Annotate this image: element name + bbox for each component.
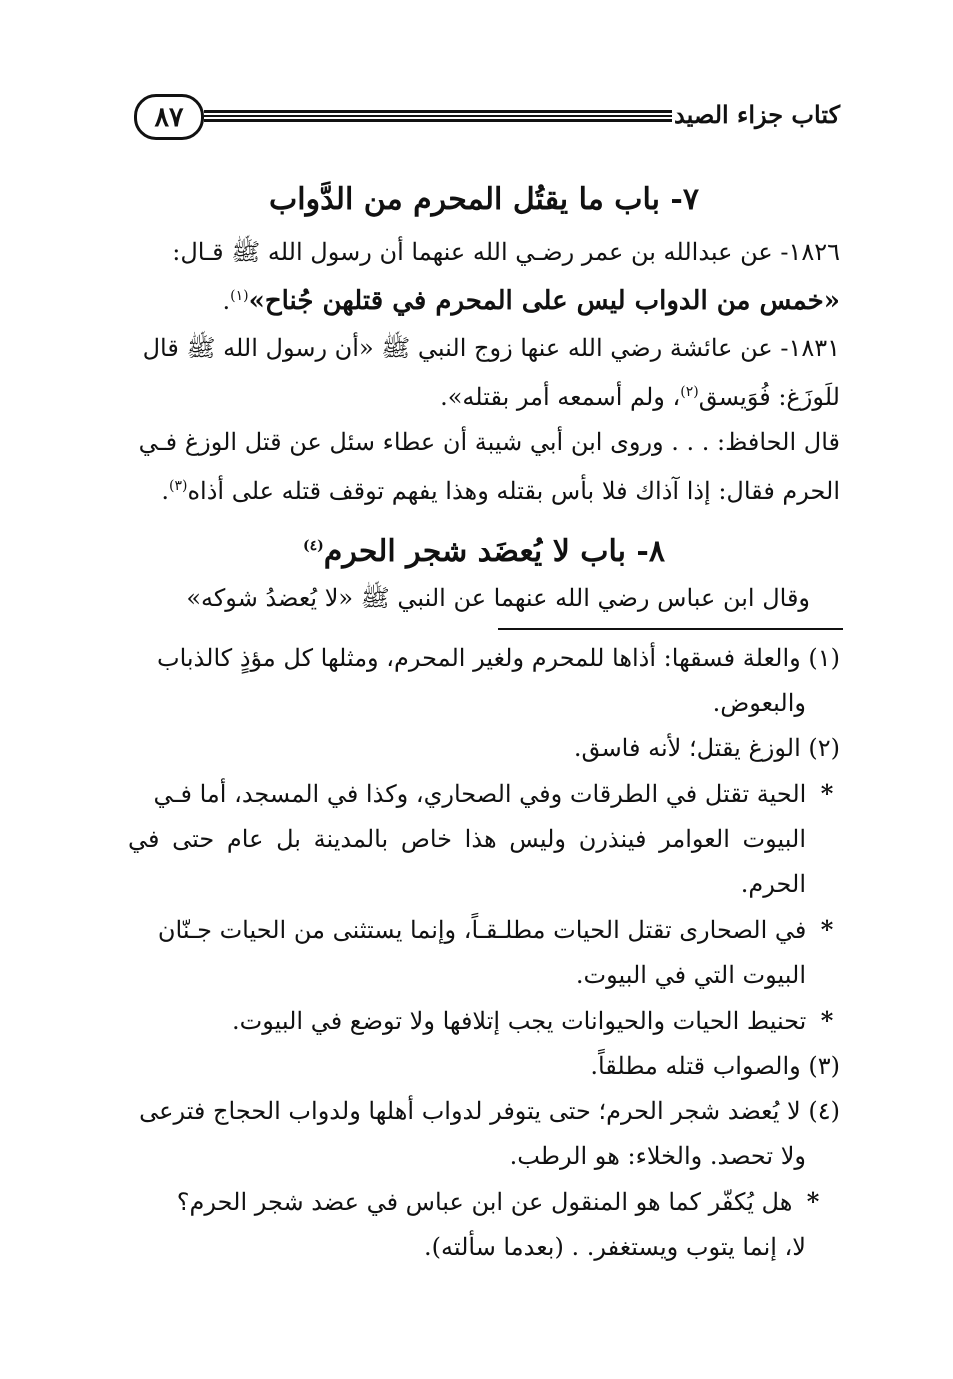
star-marker: * [806,1187,820,1216]
page-number: ٨٧ [134,94,204,140]
note-2-text: في الصحارى تقتل الحيات مطلـقـاً، وإنما يستثنى من الحيات جـنّان [157,916,807,944]
footnote-1-line2: والبعوض. [712,689,806,717]
note-1-text: الحية تقتل في الطرقات وفي الصحاري، وكذا في المسجد، أما فـي [153,780,807,808]
book-title: كتاب جزاء الصيد [674,100,840,129]
hadith-1831-line1: ١٨٣١- عن عائشة رضي الله عنها زوج النبي ﷺ «أن رسول الله ﷺ قال [142,334,840,362]
footnote-ref-4: (٤) [302,538,324,554]
note-3 [128,998,840,1044]
hadith-1831-line2 [128,370,840,419]
note-4-line1 [128,1179,840,1225]
header-rule [204,110,672,122]
hadith-1826 [128,230,840,323]
footnote-2: (٢) الوزغ يقتل؛ لأنه فاسق. [573,734,840,762]
section-7-heading: ٧- باب ما يقتُل المحرم من الدَّواب [269,182,699,217]
note-1-line2: البيوت العوامر فينذرن وليس هذا خاص بالمدينة بل عام حتى في الحرم. [128,825,806,898]
footnote-separator [498,628,843,630]
section-8-text: وقال ابن عباس رضي الله عنهما عن النبي ﷺ «لا يُعضدُ شوكه» [186,584,810,612]
section-8 [128,522,840,576]
hafiz-line2 [128,464,840,513]
note-2-line2: البيوت التي في البيوت. [575,961,806,989]
hadith-1831-text-a: للَوزَغ: فُوَيسق [698,383,840,411]
footnote-1-line1: (١) والعلة فسقها: أذاها للمحرم ولغير المحرم، ومثلها كل مؤذٍ كالذباب [156,644,840,672]
note-4-text: هل يُكفّر كما هو المنقول عن ابن عباس في عضد شجر الحرم؟ [176,1188,793,1216]
note-1-line1 [128,771,840,817]
section-8-heading [128,522,840,576]
footnote-ref-2: (٢) [680,384,699,400]
note-2-line1 [128,907,840,953]
hadith-1831-text-b: ، ولم أسمعه أمر بقتله». [440,383,681,411]
footnote-3: (٣) والصواب قتله مطلقاً. [590,1052,840,1080]
footnote-ref-3: (٣) [169,478,188,494]
note-3-text: تحنيط الحيات والحيوانات يجب إتلافها ولا توضع في البيوت. [231,1007,807,1035]
footnotes [128,636,840,1270]
section-8-heading-text: ٨- باب لا يُعضَد شجر الحرم [323,534,666,569]
hafiz-text-b: . [161,477,170,505]
footnote-4-line2: ولا تحصد. والخلاء: هو الرطب. [509,1142,806,1170]
footnote-4-line1: (٤) لا يُعضد شجر الحرم؛ حتى يتوفر لدواب أهلها ولدواب الحجاج فترعى [139,1097,840,1125]
hadith-1826-line2 [128,274,840,323]
note-4-line2: لا، إنما يتوب ويستغفر. . (بعدما سألته). [423,1233,806,1261]
hadith-1831 [128,326,840,419]
hafiz-line1: قال الحافظ: . . . وروى ابن أبي شيبة أن عطاء سئل عن قتل الوزغ فـي [138,428,840,456]
footnote-ref-1: (١) [230,288,249,304]
hafiz-note [128,420,840,513]
star-marker: * [820,915,834,944]
hadith-1826-line1: ١٨٢٦- عن عبدالله بن عمر رضـي الله عنهما أن رسول الله ﷺ قـال: [172,238,840,266]
star-marker: * [820,1006,834,1035]
section-8-text-block [128,576,840,620]
star-marker: * [820,779,834,808]
hafiz-text-a: الحرم فقال: إذا آذاك فلا بأس بقتله وهذا يفهم توقف قتله على أذاه [187,477,840,505]
hadith-1826-quote: «خمس من الدواب ليس على المحرم في قتلهن جُناح» [248,286,840,316]
page-header [128,92,840,148]
period: . [222,287,231,315]
section-7 [128,176,840,224]
